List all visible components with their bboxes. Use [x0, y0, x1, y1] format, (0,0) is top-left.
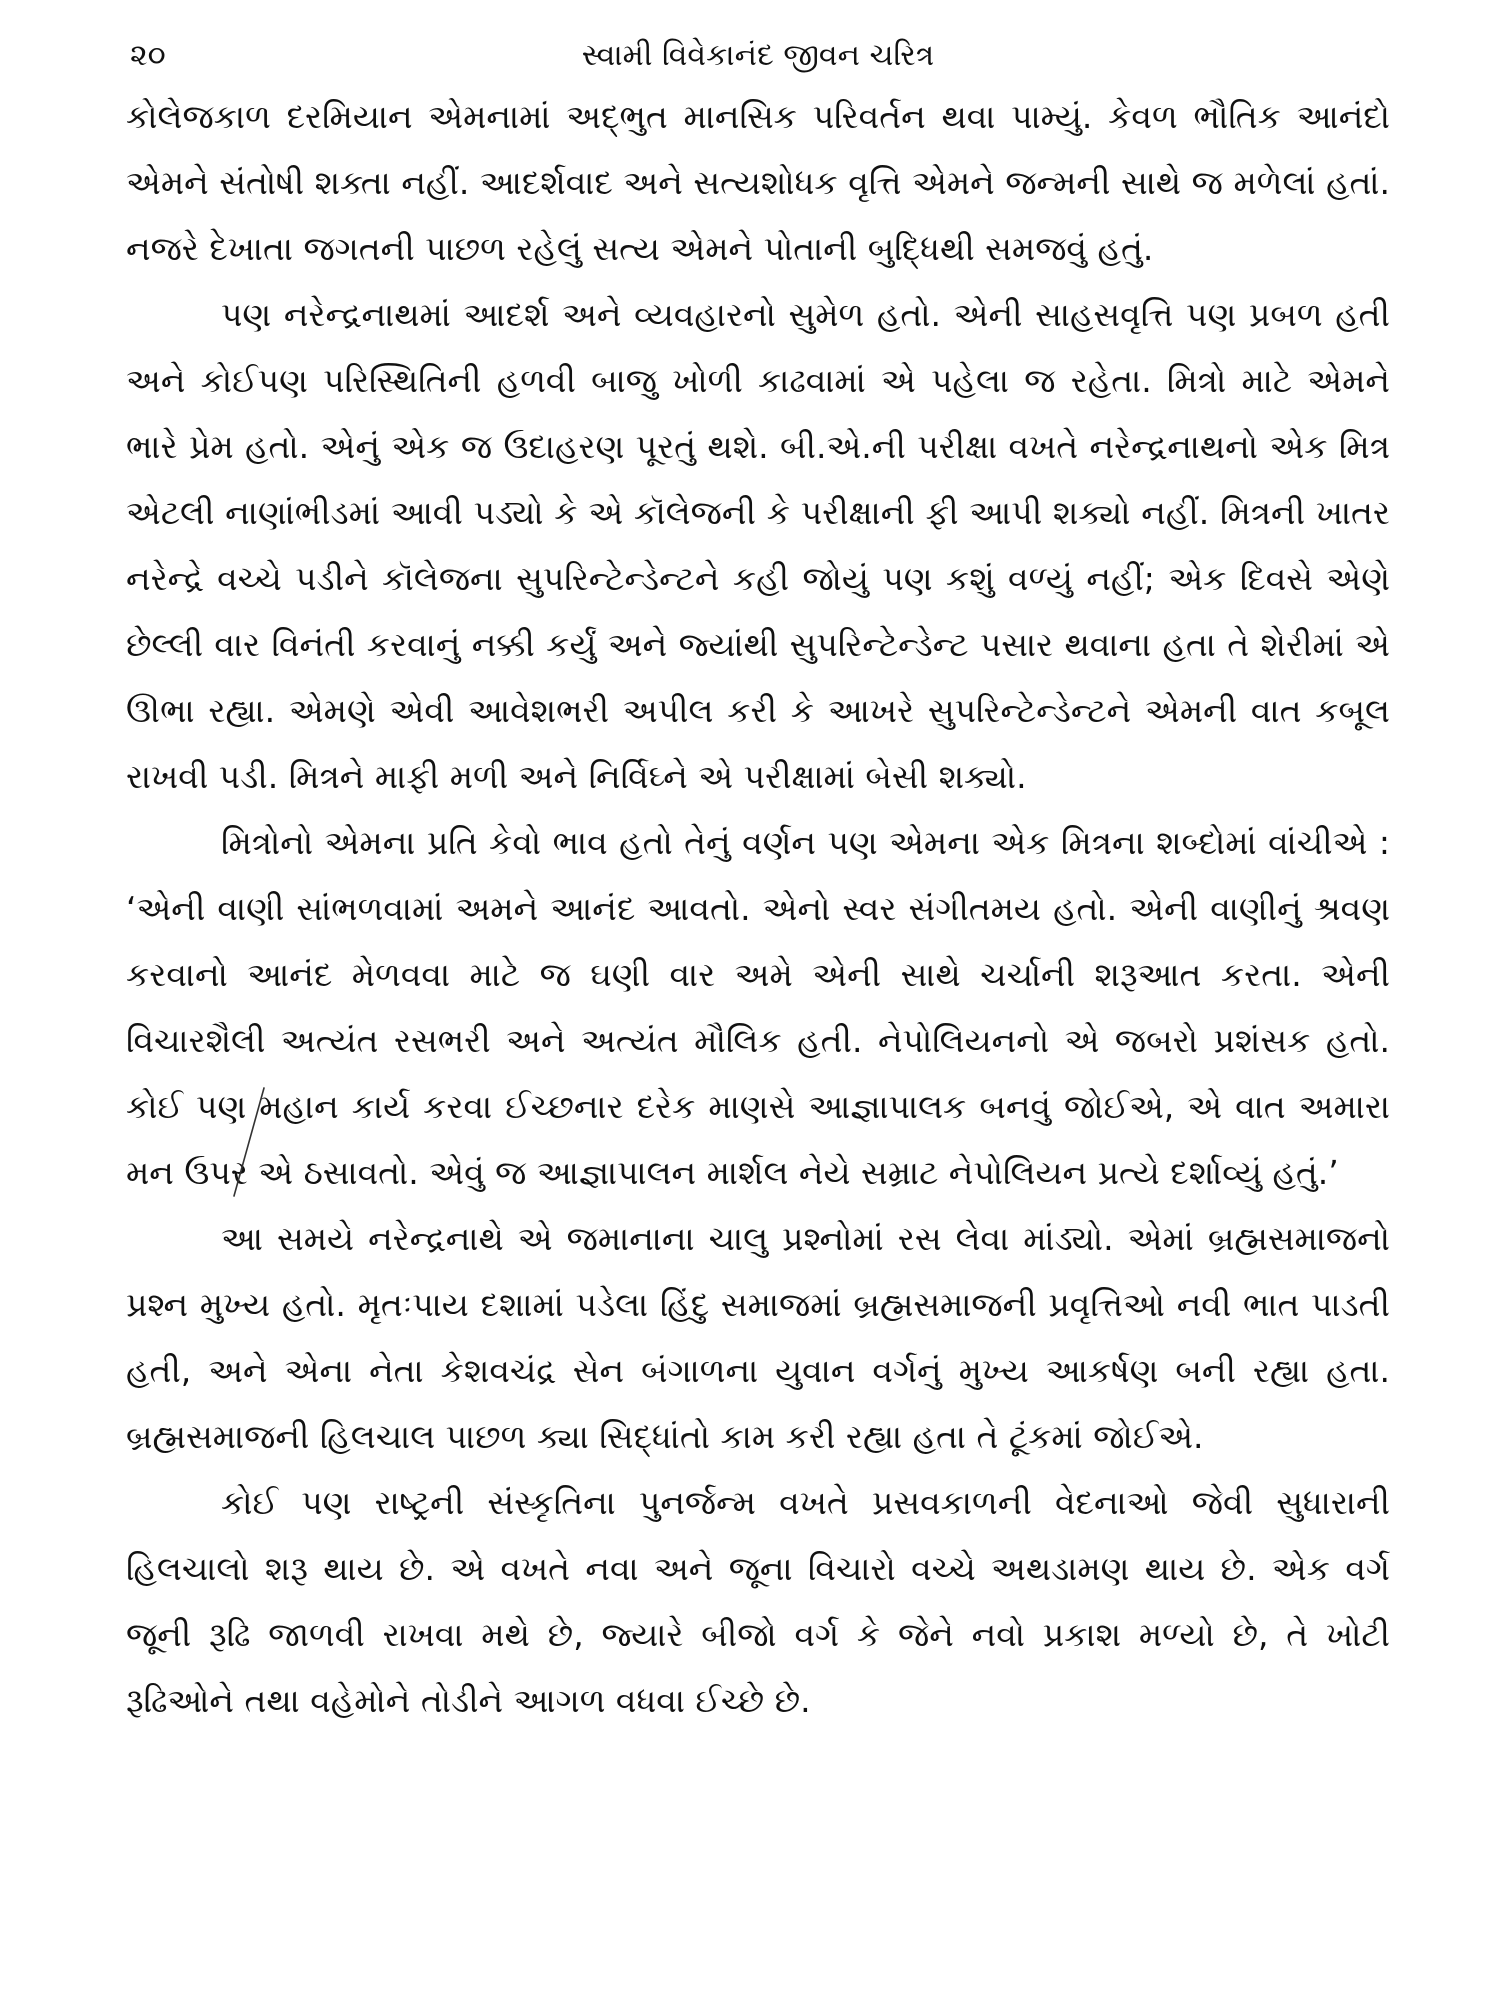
paragraph-1: કોલેજકાળ દરમિયાન એમનામાં અદ્ભુત માનસિક પરિવર્તન થવા પામ્યું. કેવળ ભૌતિક આનંદો એમને સંતોષી શક્તા નહીં. આદર્શવાદ અને સત્યશોધક વૃત્તિ એમને જન્મની સાથે જ મળેલાં હતાં. નજરે દેખાતા જગતની પાછળ રહેલું સત્ય એમને પોતાની બુદ્ધિથી સમજવું હતું.: [126, 97, 1390, 268]
running-title: સ્વામી વિવેકાનંદ જીવન ચરિત્ર: [581, 38, 935, 73]
paragraph-3: મિત્રોનો એમના પ્રતિ કેવો ભાવ હતો તેનું વર્ણન પણ એમના એક મિત્રના શબ્દોમાં વાંચીએ : ‘એની વાણી સાંભળવામાં અમને આનંદ આવતો. એનો સ્વર સંગીતમય હતો. એની વાણીનું શ્રવણ કરવાનો આનંદ મેળવવા માટે જ ઘણી વાર અમે એની સાથે ચર્ચાની શરૂઆત કરતા. એની વિચારશૈલી અત્યંત રસભરી અને અત્યંત મૌલિક હતી. નેપોલિયનનો એ જબરો પ્રશંસક હતો. કોઈ પણ મહાન કાર્ય કરવા ઈચ્છનાર દરેક માણસે આજ્ઞાપાલક બનવું જોઈએ, એ વાત અમારા મન ઉપર એ ઠસાવતો. એવું જ આજ્ઞાપાલન માર્શલ નેયે સમ્રાટ નેપોલિયન પ્રત્યે દર્શાવ્યું હતું.’: [126, 823, 1390, 1192]
page-number: ૨૦: [130, 38, 166, 73]
paragraph-5: કોઈ પણ રાષ્ટ્રની સંસ્કૃતિના પુનર્જન્મ વખતે પ્રસવકાળની વેદનાઓ જેવી સુધારાની હિલચાલો શરૂ થાય છે. એ વખતે નવા અને જૂના વિચારો વચ્ચે અથડામણ થાય છે. એક વર્ગ જૂની રૂઢિ જાળવી રાખવા મથે છે, જ્યારે બીજો વર્ગ કે જેને નવો પ્રકાશ મળ્યો છે, તે ખોટી રૂઢિઓને તથા વહેમોને તોડીને આગળ વધવા ઈચ્છે છે.: [126, 1483, 1390, 1720]
body-text: [126, 84, 1390, 1734]
paragraph-4: આ સમયે નરેન્દ્રનાથે એ જમાનાના ચાલુ પ્રશ્નોમાં રસ લેવા માંડ્યો. એમાં બ્રહ્મસમાજનો પ્રશ્ન મુખ્ય હતો. મૃતઃપાય દશામાં પડેલા હિંદુ સમાજમાં બ્રહ્મસમાજની પ્રવૃત્તિઓ નવી ભાત પાડતી હતી, અને એના નેતા કેશવચંદ્ર સેન બંગાળના યુવાન વર્ગનું મુખ્ય આકર્ષણ બની રહ્યા હતા. બ્રહ્મસમાજની હિલચાલ પાછળ ક્યા સિદ્ધાંતો કામ કરી રહ્યા હતા તે ટૂંકમાં જોઈએ.: [126, 1219, 1390, 1456]
paragraph-2: પણ નરેન્દ્રનાથમાં આદર્શ અને વ્યવહારનો સુમેળ હતો. એની સાહસવૃત્તિ પણ પ્રબળ હતી અને કોઈપણ પરિસ્થિતિની હળવી બાજુ ખોળી કાઢવામાં એ પહેલા જ રહેતા. મિત્રો માટે એમને ભારે પ્રેમ હતો. એનું એક જ ઉદાહરણ પૂરતું થશે. બી.એ.ની પરીક્ષા વખતે નરેન્દ્રનાથનો એક મિત્ર એટલી નાણાંભીડમાં આવી પડ્યો કે એ કૉલેજની કે પરીક્ષાની ફી આપી શક્યો નહીં. મિત્રની ખાતર નરેન્દ્રે વચ્ચે પડીને કૉલેજના સુપરિન્ટેન્ડેન્ટને કહી જોયું પણ કશું વળ્યું નહીં; એક દિવસે એણે છેલ્લી વાર વિનંતી કરવાનું નક્કી કર્યું અને જ્યાંથી સુપરિન્ટેન્ડેન્ટ પસાર થવાના હતા તે શેરીમાં એ ઊભા રહ્યા. એમણે એવી આવેશભરી અપીલ કરી કે આખરે સુપરિન્ટેન્ડેન્ટને એમની વાત કબૂલ રાખવી પડી. મિત્રને માફી મળી અને નિર્વિઘ્ને એ પરીક્ષામાં બેસી શક્યો.: [126, 295, 1390, 796]
running-header: [126, 30, 1390, 82]
